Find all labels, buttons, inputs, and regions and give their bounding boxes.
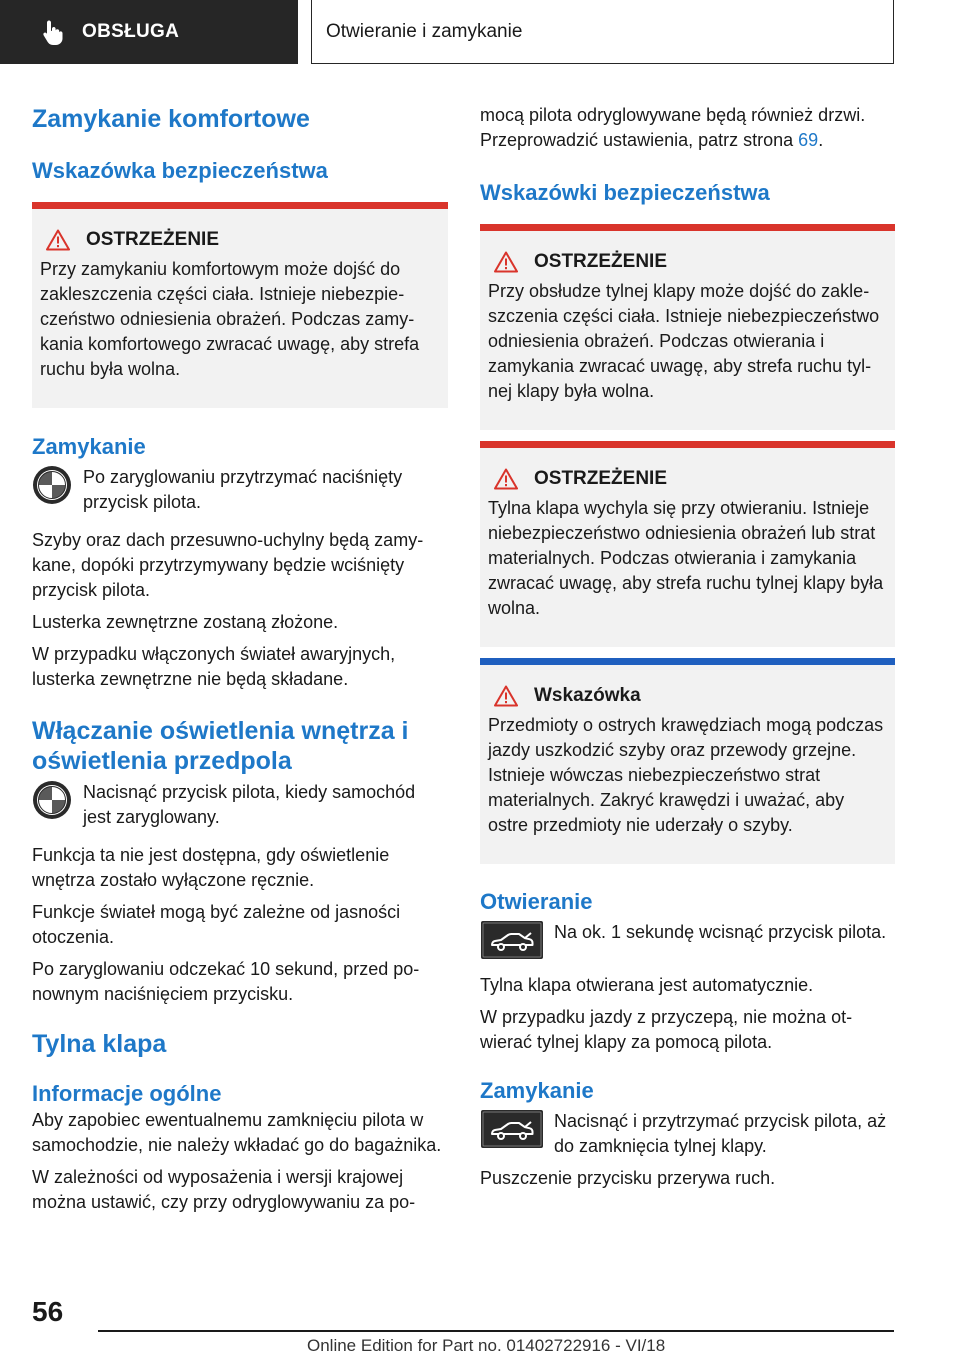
notice-title [488, 685, 887, 707]
notice-box [480, 658, 895, 864]
lighting-paragraph-1: Funkcja ta nie jest dostępna, gdy oświetlenie wnętrza zostało wyłączone ręcznie. [32, 845, 390, 890]
warning-title-text: OSTRZEŻENIE [534, 251, 668, 272]
tailgate-button-icon [480, 920, 544, 960]
footer-divider [98, 1330, 894, 1332]
bmw-key-icon [32, 780, 72, 820]
lighting-step-text: Nacisnąć przycisk pilota, kiedy samochód jest zaryglowany. [83, 782, 416, 827]
hand-pointer-icon [42, 19, 64, 45]
warning-title-text: OSTRZEŻENIE [534, 468, 668, 489]
closing-subheading: Zamykanie [32, 434, 146, 459]
closing-paragraph-3: W przypadku włączonych świateł awaryjnych, lusterka zewnętrzne nie będą składane. [32, 644, 396, 689]
general-paragraph-1: Aby zapobiec ewentualnemu zamknięciu pilota w samochodzie, nie należy wkładać go do bagażnika. [32, 1110, 442, 1155]
general-info-subheading: Informacje ogólne [32, 1081, 222, 1106]
closing-step-text: Po zaryglowaniu przytrzymać naciśnięty przycisk pilota. [83, 467, 403, 512]
tailgate-heading: Tylna klapa [32, 1030, 167, 1058]
warning-triangle-icon [494, 251, 518, 273]
section-label: OBSŁUGA [82, 21, 180, 42]
comfort-closing-heading: Zamykanie komfortowe [32, 105, 310, 133]
closing-step-text: Nacisnąć i przytrzymać przycisk pilota, aż do zamknięcia tylnej klapy. [554, 1111, 887, 1156]
opening-paragraph-2: W przypadku jazdy z przyczepą, nie można otwierać tylnej klapy za pomocą pilota. [480, 1007, 853, 1052]
warning-text: Przy zamykaniu komfortowym może dojść do zakleszczenia części ciała. Istnieje niebezpieczeństwo odniesienia obrażeń. Podczas zamykania komfortowego zwracać uwagę, aby strefa ruchu była wolna. [40, 259, 420, 379]
page-header [0, 0, 960, 66]
left-column [32, 100, 448, 1215]
warning-box [480, 224, 895, 430]
warning-title-text: OSTRZEŻENIE [86, 229, 220, 250]
opening-subheading: Otwieranie [480, 889, 593, 914]
closing-step [480, 1109, 896, 1159]
page-number: 56 [32, 1296, 64, 1327]
continued-end: . [818, 130, 824, 150]
page-reference-link[interactable]: 69 [798, 130, 819, 150]
right-column [480, 100, 896, 1191]
safety-note-subheading: Wskazówka bezpieczeństwa [32, 158, 328, 183]
safety-notes-subheading: Wskazówki bezpieczeństwa [480, 180, 770, 205]
continued-paragraph [480, 103, 896, 153]
warning-box [480, 441, 895, 647]
continued-text: mocą pilota odryglowywane będą również drzwi. Przeprowadzić ustawienia, patrz strona [480, 105, 866, 150]
opening-step [480, 920, 896, 960]
closing-paragraph-1: Szyby oraz dach przesuwno-uchylny będą zamykane, dopóki przytrzymywany będzie wciśnięty przycisk pilota. [32, 530, 424, 600]
tailgate-button-icon [480, 1109, 544, 1149]
warning-triangle-icon [46, 229, 70, 251]
closing-paragraph-2: Lusterka zewnętrzne zostaną złożone. [32, 612, 339, 632]
edition-text: Online Edition for Part no. 01402722916 - VI/18 [307, 1336, 666, 1355]
warning-box [32, 202, 448, 408]
chapter-title: Otwieranie i zamykanie [311, 0, 894, 64]
lighting-paragraph-3: Po zaryglowaniu odczekać 10 sekund, przed ponownym naciśnięciem przycisku. [32, 959, 420, 1004]
opening-paragraph-1: Tylna klapa otwierana jest automatycznie. [480, 975, 814, 995]
warning-text: Przy obsłudze tylnej klapy może dojść do zakleszczenia części ciała. Istnieje niebezpieczeństwo odniesienia obrażeń. Podczas otwierania i zamykania zwracać uwagę, aby strefa ruchu tylnej klapy była wolna. [488, 281, 880, 401]
notice-title-text: Wskazówka [534, 685, 641, 706]
warning-triangle-icon [494, 468, 518, 490]
bmw-key-icon [32, 465, 72, 505]
general-paragraph-2: W zależności od wyposażenia i wersji krajowej można ustawić, czy przy odryglowywaniu za po- [32, 1167, 416, 1212]
warning-title [488, 251, 887, 273]
lighting-heading: Włączanie oświetlenia wnętrza i oświetlenia przedpola [32, 717, 409, 775]
notice-triangle-icon [494, 685, 518, 707]
warning-title [40, 229, 440, 251]
section-tab[interactable] [0, 0, 298, 64]
closing-step [32, 465, 448, 515]
closing-paragraph-1: Puszczenie przycisku przerywa ruch. [480, 1168, 776, 1188]
warning-text: Tylna klapa wychyla się przy otwieraniu. Istnieje niebezpieczeństwo odniesienia obrażeń lub strat materialnych. Podczas otwierania i zamykania zwracać uwagę, aby strefa ruchu tylnej klapy była wolna. [488, 498, 884, 618]
notice-text: Przedmioty o ostrych krawędziach mogą podczas jazdy uszkodzić szyby oraz przewody grzejne. Istnieje wówczas niebezpieczeństwo strat materialnych. Zakryć krawędzi i uważać, aby ostre przedmioty nie uderzały o szyby. [488, 715, 884, 835]
lighting-step [32, 780, 448, 830]
warning-title [488, 468, 887, 490]
lighting-paragraph-2: Funkcje świateł mogą być zależne od jasności otoczenia. [32, 902, 401, 947]
closing-subheading: Zamykanie [480, 1078, 594, 1103]
opening-step-text: Na ok. 1 sekundę wcisnąć przycisk pilota. [554, 922, 887, 942]
